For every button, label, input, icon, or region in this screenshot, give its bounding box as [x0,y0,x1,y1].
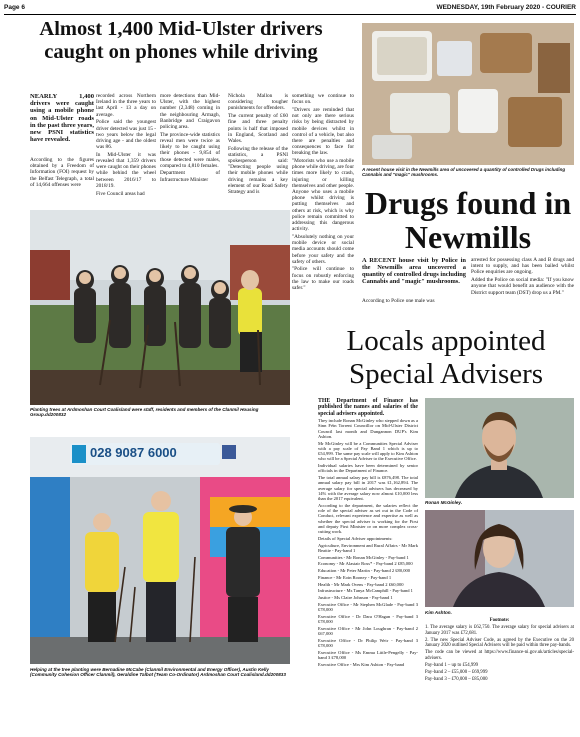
paragraph: The current penalty of £60 fine and three penalty points is half that imposed in England, Scotland and Wales. [228,113,288,144]
advisers-body [318,418,418,669]
footnote: Pay-band 3 – £70,000 – £85,000 [425,676,488,682]
story1-col2 [96,93,156,198]
drugs-photo [362,23,574,165]
paragraph: "Absolutely nothing on your mobile device or social media accounts should come before your safety and the safety of others. [292,233,354,265]
dateline: WEDNESDAY, 19th February 2020 - COURIER [436,4,576,11]
tree-planting-photo [30,210,290,405]
phone-banner: 028 9087 6000 [90,445,177,460]
footnote: Pay-band 1 – up to £54,999 [425,662,479,668]
paragraph: Health - Mr Mark Ovens - Pay-band 2 £60,000 [318,581,404,587]
helpers-photo [30,437,290,664]
paragraph: Executive Office - Dr Dara O'Hagan - Pay-band 3 £78,000 [318,613,418,624]
paragraph: The province-wide statistics reveal men were twice as likely to be caught using their phones - 9,854 of those detected were males, compared to 4,810 females. [160,131,220,169]
photo2-caption: Helping at the tree planting were Bernadine McCabe (Clanmil Environmental and Energy Officer), Austin Kelly (Community Cohesion Officer Clanmil), Geraldine Talbot (Team Co-Ordinator) Ardmoshan Court Coalisland.dd200833 [30,667,286,678]
paragraph: Police said the youngest driver detected was just 15 - two years below the legal driving age - and the oldest was 86. [96,119,156,151]
paragraph: Executive Office - Mr John Loughran - Pay-band 2 £67,000 [318,625,418,636]
paragraph: Agriculture, Environment and Rural Affairs - Mr Mark Beattie - Pay-band 1 [318,542,418,553]
paragraph: Justice - Ms Claire Johnson - Pay-band 1 [318,595,393,600]
paragraph: Nichola Mallon is considering tougher punishments for offenders. [228,93,288,112]
paragraph: Department of Infrastructure Minister [160,170,220,183]
kim-caption: Kim Ashton. [425,610,452,615]
drugs-col1 [362,298,466,306]
paragraph: Finance - Mr Eoin Rooney - Pay-band 1 [318,574,392,580]
paragraph: Five Council areas had [96,190,145,197]
kim-photo [425,510,574,607]
paragraph: Education - Mr Peter Martin - Pay-band 2 £80,000 [318,568,411,573]
paragraph: They include Ronan McGinley who stepped down as a Sinn Féin Torrent Councillor on Mid-Ulster District Council last month and Dungannon DUP's Kim Ashton. [318,418,418,439]
paragraph: "Police will continue to focus on robustly enforcing the law to make our roads safer." [292,266,354,292]
footnote: 1. The average salary is £62,750. The average salary for special advisers at January 2017 was £72,681. [425,625,574,636]
paragraph: According to the department, the salaries reflect the role of the special adviser as set out in the Code of Conduct, relevant experience and expertise as well as whether the special adviser is working for the First and deputy First Minister or on more complex cross-cutting work. [318,502,418,534]
paragraph: According to Police one male was [362,298,435,304]
story1-col1 [30,157,94,190]
photo1-caption: Planting trees at Ardmoshan Court Coalisland were staff, residents and members of the Clanmil Housing Group.dd200832 [30,407,259,418]
paragraph: Added the Police on social media: "If you know anyone that would benefit an audience with the District support team (DST) drop us a PM." [471,277,574,296]
drugs-headline: Drugs found in Newmills [364,185,572,255]
paragraph: "Drivers are reminded that not only are there serious risks by being distracted by mobile devices whilst in control of a vehicle, but also there are penalties and consequences to face for breaking the law. [292,106,354,157]
paragraph: recorded across Northern Ireland in the three years to last April - 13 a day on average. [96,93,156,118]
paragraph: arrested for possessing class A and B drugs and intent to supply, and has been bailed whilst Police enquiries are ongoing. [471,257,574,276]
paragraph: Communities - Mr Ronan McGinley - Pay-band 1 [318,554,409,560]
story1-col5 [292,93,354,293]
paragraph: Executive Office - Mr Stephen McGlade - Pay-band 3 £78,000 [318,601,418,612]
footnote-title: Footnote: [489,618,510,623]
story1-headline: Almost 1,400 Mid-Ulster drivers caught on phones while driving [39,18,323,63]
paragraph: Executive Office - Mrs Kim Ashton - Pay-band [318,661,405,667]
drugs-lead: A RECENT house visit by Police in the Newmills area uncovered a quantity of controlled drugs including Cannabis and "magic" mushrooms. [362,257,466,285]
paragraph: Mr McGinley will be a Communities Special Adviser with a pay scale of Pay Band 1 which is up to £54,999. The same pay scale will apply to Kim Ashton who will be a Special Adviser to the Executive Office. [318,440,418,462]
header-rule [4,14,576,15]
page-number: Page 6 [4,4,25,11]
ronan-photo [425,398,574,498]
story1-col4 [228,93,288,197]
footnote: The code can be viewed at https://www.finance-ni.gov.uk/articles/special-advisers. [425,650,574,661]
paragraph: According to the figures obtained by a Freedom of Information (FOI) request by the Belfast Telegraph, a total of 14,664 offenses were [30,157,94,188]
paragraph: Following the release of the statistics, a PSNI spokesperson said: "Detecting people using their mobile phones while driving remains a key element of our Road Safety Strategy and is [228,145,288,196]
paragraph: Executive Office - Dr Philip Weir - Pay-band 3 £78,000 [318,637,418,648]
paragraph: Economy - Mr Alastair Ross* - Pay-band 2 £85,000 [318,561,413,567]
drugs-col2 [471,257,574,297]
paragraph: "Motorists who use a mobile phone while driving, are four times more likely to crash, injuring or killing themselves and other people. Anyone who uses a mobile phone whilst driving is putting themselves and others at risk, which is why police remain committed to addressing this dangerous activity. [292,158,354,233]
paragraph: The total annual salary pay bill is £876,498. The total annual salary pay bill in 2017 was £1,162,894. The average salary for special advisers has decreased by 14% with the average salary now almost £10,000 less than the 2017 equivalent. [318,475,418,501]
paragraph: In Mid-Ulster it was revealed that 1,359 drivers were caught on their phones while behind the wheel between 2016/17 to 2018/19. [96,151,156,189]
paragraph: something we continue to focus on. [292,93,354,106]
story1-lead: NEARLY 1,400 drivers were caught using a mobile phone on Mid-Ulster roads in the past three years, new PSNI statistics have revealed. [30,93,94,144]
paragraph: more detections than Mid-Ulster, with the highest number (2,348) coming in the neighbouring Armagh, Banbridge and Craigavon policing area. [160,93,220,131]
drugs-caption: A recent house visit in the Newmills area of uncovered a quantity of controlled Drugs including Cannabis and "magic" mushrooms. [362,167,566,178]
paragraph: Details of Special Adviser appointments: [318,535,393,541]
footnote: Pay-band 2 – £55,000 – £69,999 [425,669,488,675]
paragraph: Infrastructure - Ms Tanya McCamphill - Pay-band 1 [318,588,413,594]
footnote-box [425,618,574,684]
ronan-caption: Ronan McGinley. [425,500,463,505]
paragraph: Executive Office - Ms Emma Little-Pengelly - Pay-band 3 £78,000 [318,649,418,660]
advisers-headline: Locals appointed Special Advisers [346,325,546,390]
paragraph: Individual salaries have been determined by senior officials in the Department of Finance. [318,463,418,474]
footnote: 2. The new Special Adviser Code, as agreed by the Executive on the 20 January 2020 outlined Special Advisers will be paid within three pay-bands. [425,637,574,648]
page-header [4,4,576,14]
story1-col3 [160,93,220,184]
advisers-lead: THE Department of Finance has published the names and salaries of the special advisers appointed. [318,398,418,417]
